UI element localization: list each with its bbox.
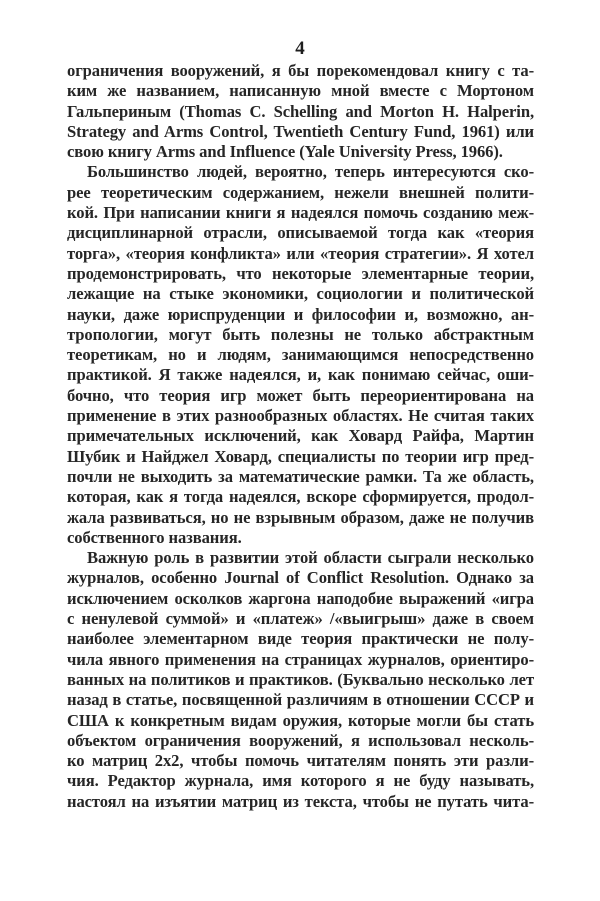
paragraph — [67, 162, 534, 548]
text-line: Шубик и Найджел Ховард, специалисты по теории игр пред- — [67, 446, 534, 466]
text-line: почли не выходить за математические рамки. Та же область, — [67, 466, 534, 486]
text-line: объектом ограничения вооружений, я использовал несколь- — [67, 730, 534, 750]
text-line: ким же названием, написанную мной вместе с Мортоном — [67, 81, 534, 101]
text-line: ко матриц 2x2, чтобы помочь читателям понять эти разли- — [67, 751, 534, 771]
text-line: журналов, особенно Journal of Conflict Resolution. Однако за — [67, 568, 534, 588]
text-line: настоял на изъятии матриц из текста, чтобы не путать чита- — [67, 791, 534, 811]
text-line: ограничения вооружений, я бы порекомендовал книгу с та- — [67, 61, 534, 80]
text-line: Гальпериным (Thomas C. Schelling and Morton H. Halperin, — [67, 101, 534, 121]
text-line: рее теоретическим содержанием, нежели внешней полити- — [67, 182, 534, 202]
text-line: наиболее элементарном виде теория практически не полу- — [67, 629, 534, 649]
page-number: 4 — [295, 38, 305, 59]
text-line: с ненулевой суммой» и «платеж» /«выигрыш» даже в своем — [67, 609, 534, 629]
paragraph — [67, 61, 534, 162]
text-line: чия. Редактор журнала, имя которого я не буду называть, — [67, 771, 534, 791]
text-line: США к конкретным видам оружия, которые могли бы стать — [67, 710, 534, 730]
text-line: кой. При написании книги я надеялся помочь созданию меж- — [67, 203, 534, 223]
text-line: Strategy and Arms Control, Twentieth Century Fund, 1961) или — [67, 121, 534, 141]
text-line: бочно, что теория игр может быть переориентирована на — [67, 385, 534, 405]
text-line: науки, даже юриспруденции и философии и, возможно, ан- — [67, 304, 534, 324]
text-line: примечательных исключений, как Ховард Райфа, Мартин — [67, 426, 534, 446]
text-line: назад в статье, посвященной различиям в отношении СССР и — [67, 690, 534, 710]
paragraph — [67, 548, 534, 812]
text-line: которая, как я тогда надеялся, вскоре сформируется, продол- — [67, 487, 534, 507]
text-line: ванных на политиков и практиков. (Буквально несколько лет — [67, 669, 534, 689]
text-line: торга», «теория конфликта» или «теория стратегии». Я хотел — [67, 243, 534, 263]
text-line: Большинство людей, вероятно, теперь интересуются ско- — [87, 162, 534, 182]
text-line: применение в этих разнообразных областях. Не считая таких — [67, 406, 534, 426]
text-line: свою книгу Arms and Influence (Yale University Press, 1966). — [67, 142, 503, 162]
text-line: жала развиваться, но не взрывным образом, даже не получив — [67, 507, 534, 527]
text-line: тропологии, могут быть полезны не только абстрактным — [67, 324, 534, 344]
text-line: чила явного применения на страницах журналов, ориентиро- — [67, 649, 534, 669]
text-line: продемонстрировать, что некоторые элементарные теории, — [67, 263, 534, 283]
text-line: теоретикам, но и людям, занимающимся непосредственно — [67, 345, 534, 365]
body-text — [67, 61, 534, 812]
text-line: практикой. Я также надеялся, и, как понимаю сейчас, оши- — [67, 365, 534, 385]
text-line: собственного названия. — [67, 527, 242, 547]
text-line: лежащие на стыке экономики, социологии и политической — [67, 284, 534, 304]
text-line: Важную роль в развитии этой области сыграли несколько — [87, 548, 534, 568]
text-line: дисциплинарной отрасли, описываемой тогда как «теория — [67, 223, 534, 243]
text-line: исключением осколков жаргона наподобие выражений «игра — [67, 588, 534, 608]
